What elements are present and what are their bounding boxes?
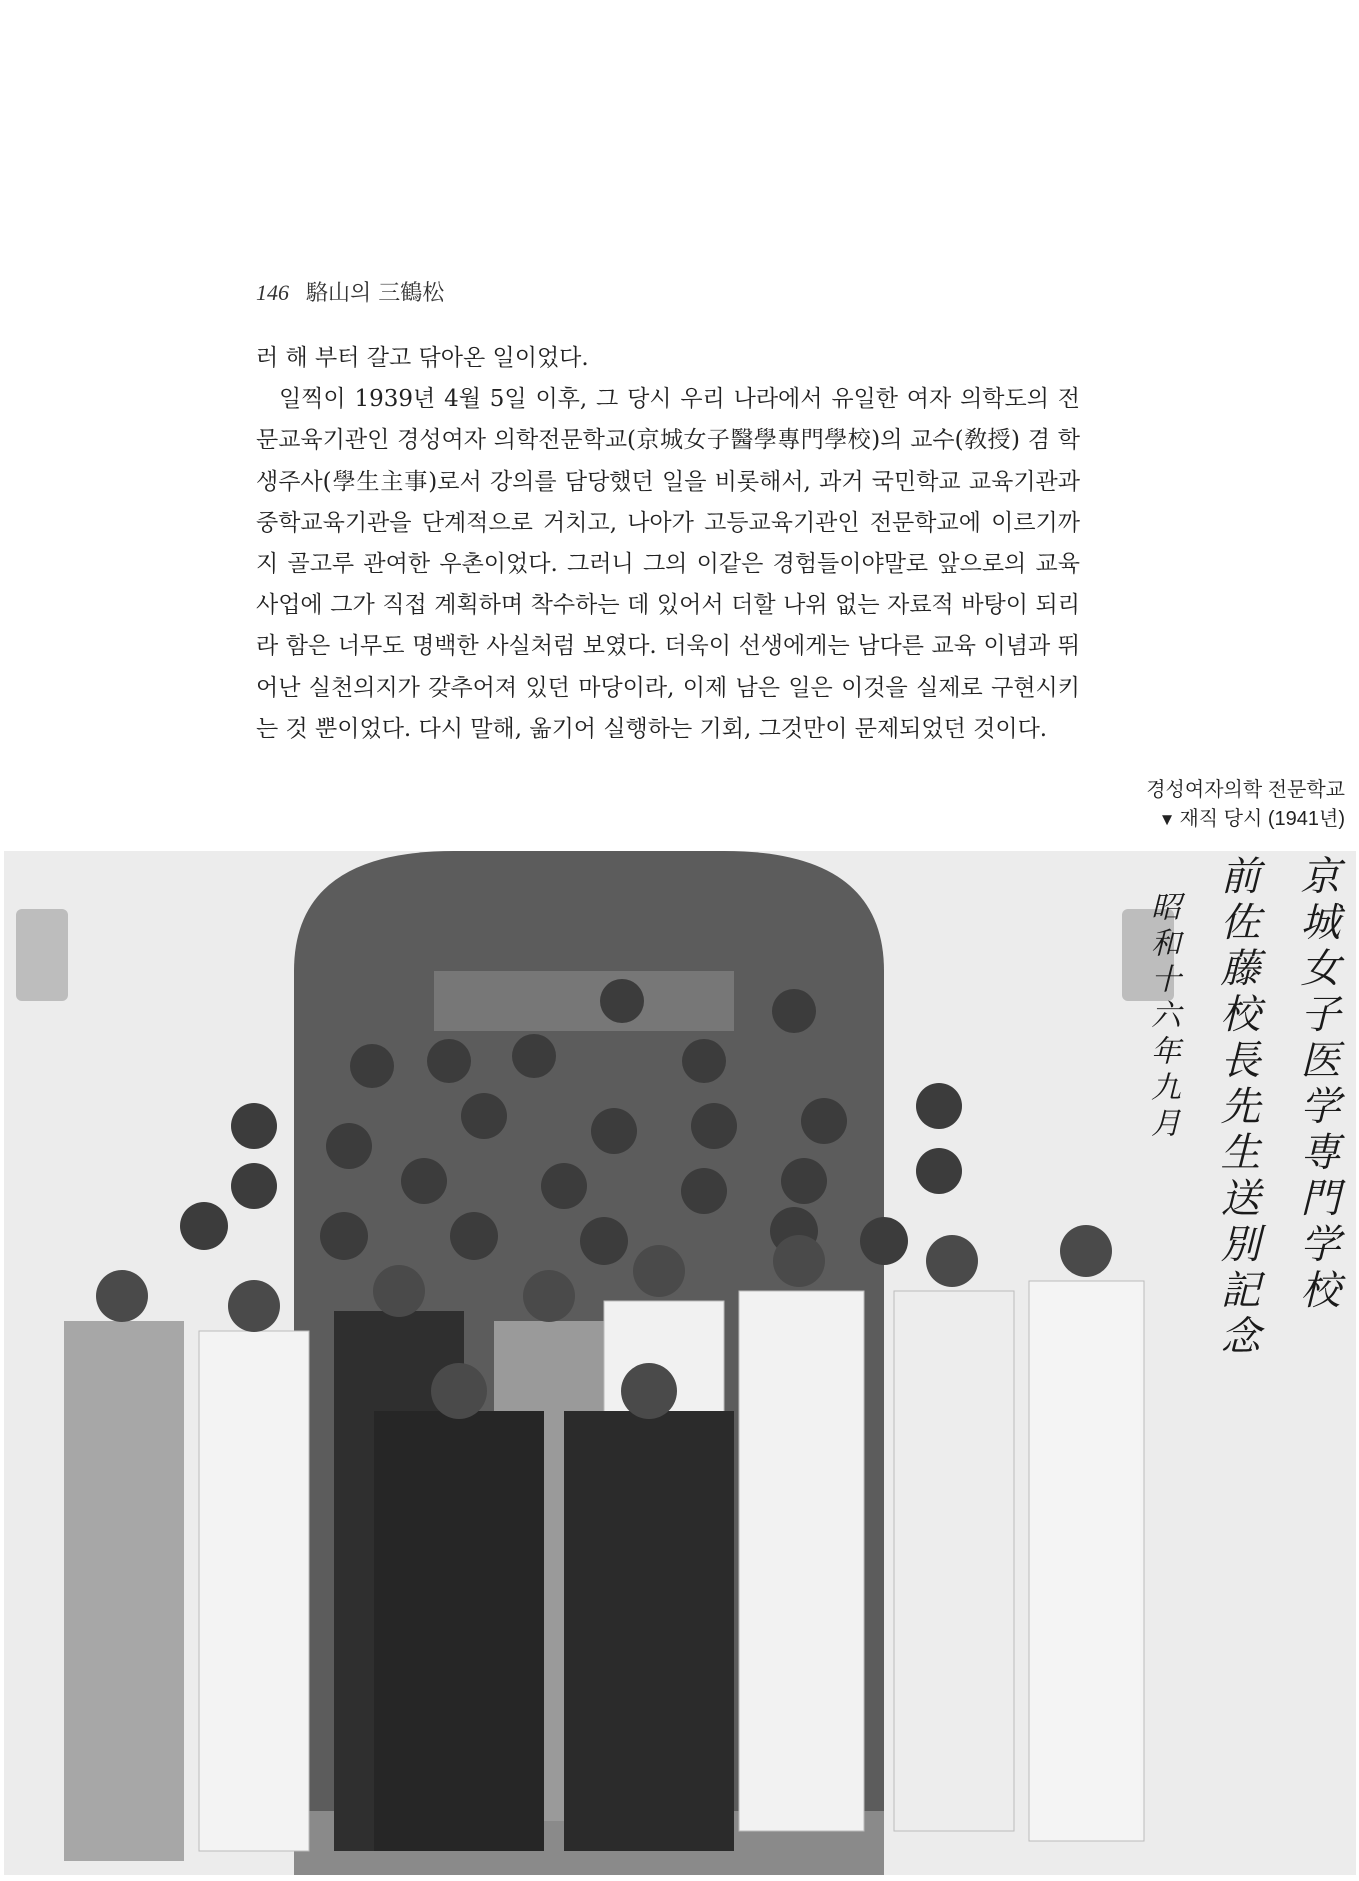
body-text	[256, 338, 1080, 750]
group-photo	[4, 851, 1356, 1875]
inscription-col-1: 京城女子医学専門学校	[1294, 855, 1340, 1315]
caption-date: 재직 당시 (1941년)	[1179, 808, 1345, 830]
inscription-col-3: 昭和十六年九月	[1145, 891, 1180, 1143]
book-title: 駱山의 三鶴松	[306, 281, 445, 306]
photo-caption	[1100, 776, 1345, 834]
inscription-col-2: 前佐藤校長先生送別記念	[1214, 855, 1260, 1361]
caption-line-2	[1100, 805, 1345, 834]
paragraph: 러 해 부터 갈고 닦아온 일이었다.	[256, 345, 589, 371]
page-number: 146	[256, 280, 289, 305]
triangle-down-icon: ▼	[1158, 810, 1176, 829]
page-header	[256, 276, 444, 307]
caption-line-1: 경성여자의학 전문학교	[1146, 779, 1345, 801]
paragraph: 일찍이 1939년 4월 5일 이후, 그 당시 우리 나라에서 유일한 여자 의학도의 전문교육기관인 경성여자 의학전문학교(京城女子醫學專門學校)의 교수(敎授) 겸 학생주사(學生主事)로서 강의를 담당했던 일을 비롯해서, 과거 국민학교 교육기관과 중학교육기관을 단계적으로 거치고, 나아가 고등교육기관인 전문학교에 이르기까지 골고루 관여한 우촌이었다. 그러니 그의 이같은 경험들이야말로 앞으로의 교육사업에 그가 직접 계획하며 착수하는 데 있어서 더할 나위 없는 자료적 바탕이 되리라 함은 너무도 명백한 사실처럼 보였다. 더욱이 선생에게는 남다른 교육 이념과 뛰어난 실천의지가 갖추어져 있던 마당이라, 이제 남은 일은 이것을 실제로 구현시키는 것 뿐이었다. 다시 말해, 옮기어 실행하는 기회, 그것만이 문제되었던 것이다.	[256, 386, 1080, 742]
